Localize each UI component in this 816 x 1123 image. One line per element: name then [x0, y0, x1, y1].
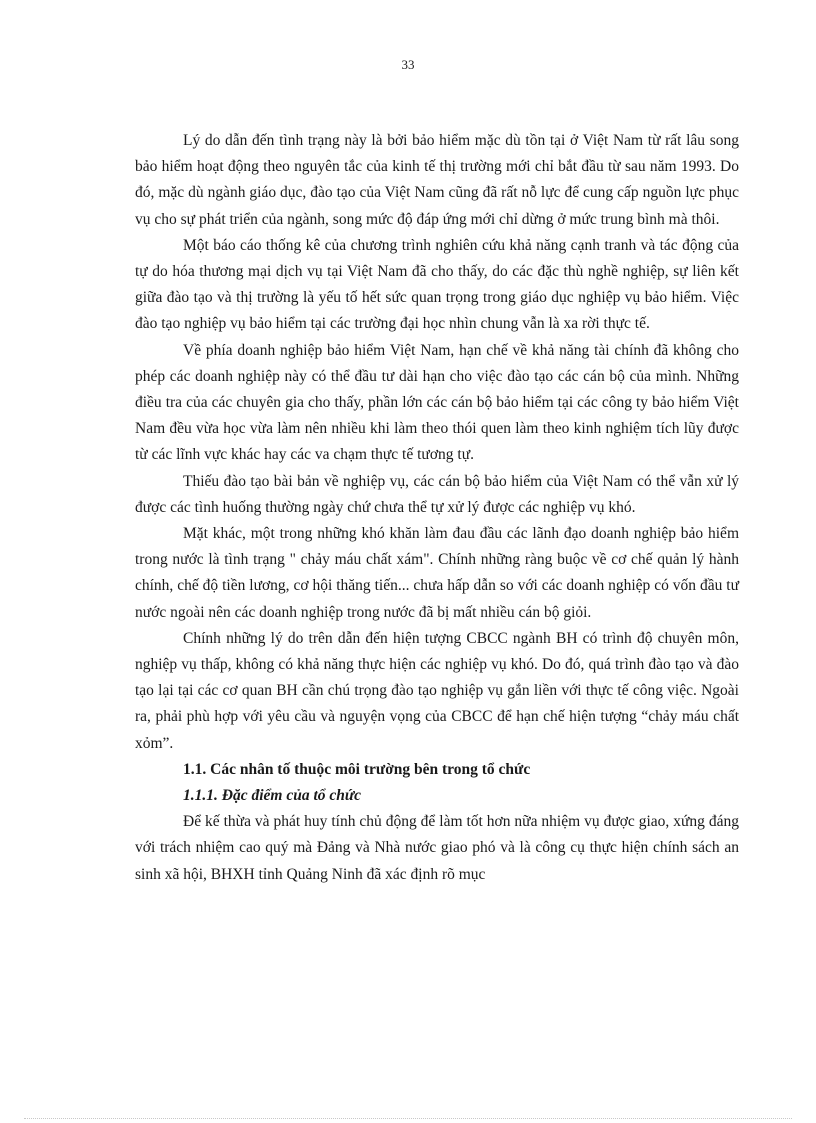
paragraph-6: Chính những lý do trên dẫn đến hiện tượng CBCC ngành BH có trình độ chuyên môn, nghiệp vụ thấp, không có khả năng thực hiện các nghiệp vụ khó. Do đó, quá trình đào tạo và đào tạo lại tại các cơ quan BH cần chú trọng đào tạo nghiệp vụ gắn liền với thực tế công việc. Ngoài ra, phải phù hợp với yêu cầu và nguyện vọng của CBCC để hạn chế hiện tượng “chảy máu chất xỏm”.: [135, 629, 739, 752]
paragraph-4: Thiếu đào tạo bài bản về nghiệp vụ, các cán bộ bảo hiểm của Việt Nam có thể vẫn xử lý được các tình huống thường ngày chứ chưa thể tự xử lý được các nghiệp vụ khó.: [135, 472, 739, 516]
subsection-heading: 1.1.1. Đặc điểm của tổ chức: [183, 787, 362, 805]
paragraph-7: Để kế thừa và phát huy tính chủ động để làm tốt hơn nữa nhiệm vụ được giao, xứng đáng với trách nhiệm cao quý mà Đảng và Nhà nước giao phó và là công cụ thực hiện chính sách an sinh xã hội, BHXH tỉnh Quảng Ninh đã xác định rõ mục: [135, 813, 739, 883]
paragraph-5: Mặt khác, một trong những khó khăn làm đau đầu các lãnh đạo doanh nghiệp bảo hiểm trong nước là tình trạng " chảy máu chất xám". Chính những ràng buộc về cơ chế quản lý hành chính, chế độ tiền lương, cơ hội thăng tiến... chưa hấp dẫn so với các doanh nghiệp có vốn đầu tư nước ngoài nên các doanh nghiệp trong nước đã bị mất nhiều cán bộ giỏi.: [135, 525, 739, 621]
paragraph-2: Một báo cáo thống kê của chương trình nghiên cứu khả năng cạnh tranh và tác động của tự do hóa thương mại dịch vụ tại Việt Nam đã cho thấy, do các đặc thù nghề nghiệp, sự liên kết giữa đào tạo và thị trường là yếu tố hết sức quan trọng trong giáo dục nghiệp vụ bảo hiểm. Việc đào tạo nghiệp vụ bảo hiểm tại các trường đại học nhìn chung vẫn là xa rời thực tế.: [135, 236, 739, 333]
paragraph-3: Về phía doanh nghiệp bảo hiểm Việt Nam, hạn chế về khả năng tài chính đã không cho phép các doanh nghiệp này có thể đầu tư dài hạn cho việc đào tạo các cán bộ của mình. Những điều tra của các chuyên gia cho thấy, phần lớn các cán bộ bảo hiểm tại các công ty bảo hiểm Việt Nam đều vừa học vừa làm nên nhiều khi làm theo thói quen làm theo kinh nghiệm tích lũy được từ các lĩnh vực khác hay các va chạm thực tế tương tự.: [135, 341, 739, 464]
paragraph-1: Lý do dẫn đến tình trạng này là bởi bảo hiểm mặc dù tồn tại ở Việt Nam từ rất lâu song bảo hiểm hoạt động theo nguyên tắc của kinh tế thị trường mới chỉ bắt đầu từ sau năm 1993. Do đó, mặc dù ngành giáo dục, đào tạo của Việt Nam cũng đã rất nỗ lực để cung cấp nguồn lực phục vụ cho sự phát triển của ngành, song mức độ đáp ứng mới chỉ dừng ở mức trung bình mà thôi.: [135, 132, 739, 228]
document-body: [135, 128, 739, 888]
page-number: 33: [401, 57, 415, 72]
section-heading: 1.1. Các nhân tố thuộc môi trường bên trong tổ chức: [183, 760, 531, 778]
page-bottom-divider: [24, 1118, 792, 1119]
